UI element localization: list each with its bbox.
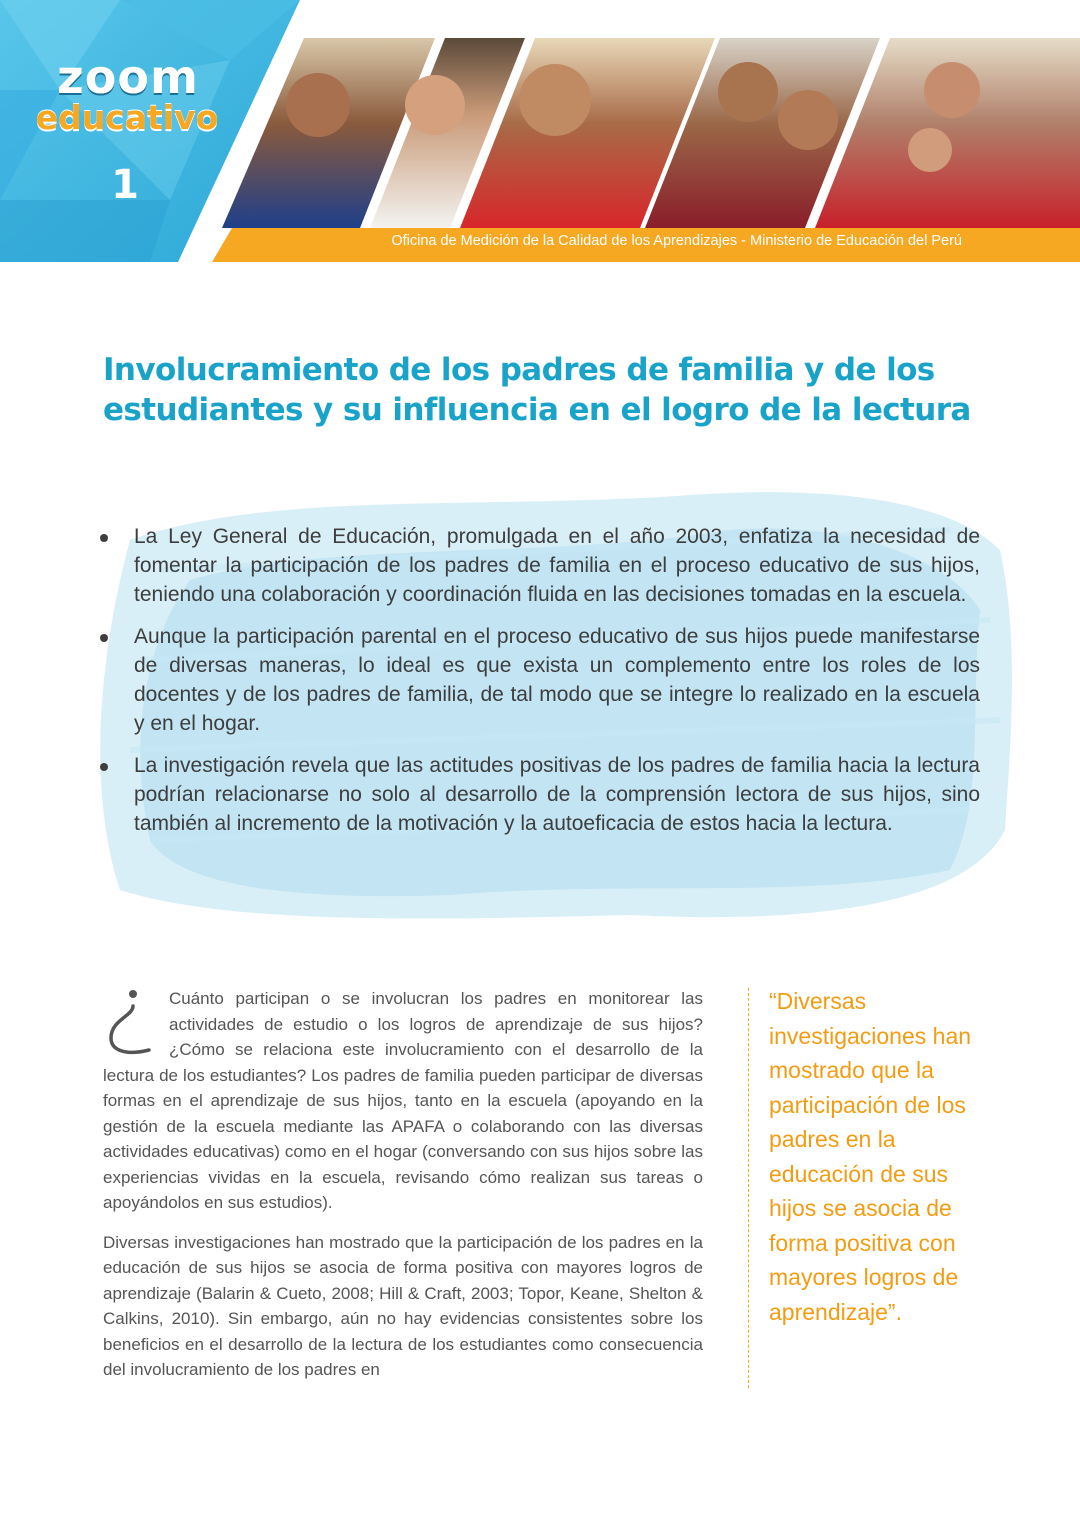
key-point-text: Aunque la participación parental en el proceso educativo de sus hijos puede manifestarse de diversas maneras, lo ideal es que exista un complemento entre los roles de los docentes y de los padres de familia, de tal modo que se integre lo realizado en la escuela y en el hogar. [134, 625, 980, 735]
paragraph-2: Diversas investigaciones han mostrado que la participación de los padres en la educación de sus hijos se asocia de forma positiva con mayores logros de aprendizaje (Balarin & Cueto, 2008; Hill & Craft, 2003; Topor, Keane, Shelton & Calkins, 2010). Sin embargo, aún no hay evidencias consistentes sobre los beneficios en el desarrollo de la lectura de los estudiantes como consecuencia del involucramiento de los padres en [103, 1232, 703, 1379]
paragraph-1 [103, 986, 703, 1216]
body-column [103, 986, 703, 1397]
header-banner [0, 0, 1080, 262]
key-point [100, 522, 980, 609]
key-point [100, 751, 980, 838]
key-points-list [100, 522, 980, 851]
banner-caption: Oficina de Medición de la Calidad de los Aprendizajes - Ministerio de Educación del Perú [391, 233, 962, 249]
pull-quote-divider [748, 988, 749, 1388]
key-point-text: La Ley General de Educación, promulgada en el año 2003, enfatiza la necesidad de fomentar la participación de los padres de familia en el proceso educativo de sus hijos, teniendo una colaboración y coordinación fluida en las decisiones tomadas en la escuela. [134, 525, 980, 606]
key-point [100, 622, 980, 738]
bullet-icon [100, 763, 108, 771]
issue-number: 1 [111, 162, 139, 208]
paragraph-1-text: Cuánto participan o se involucran los padres en monitorear las actividades de estudio o los logros de aprendizaje de sus hijos? ¿Cómo se relaciona este involucramiento con el desarrollo de la lectura de los estudiantes? Los padres de familia pueden participar de diversas formas en el aprendizaje de sus hijos, tanto en la escuela (apoyando en la gestión de la escuela mediante las APAFA o colaborando con las diversas actividades educativas) como en el hogar (conversando con sus hijos sobre las experiencias vividas en la escuela, revisando cómo realizan sus tareas o apoyándolos en sus estudios). [103, 989, 703, 1212]
logo-educativo: educativo [35, 98, 219, 137]
bullet-icon [100, 634, 108, 642]
pull-quote: “Diversas investigaciones han mostrado que la participación de los padres en la educación de sus hijos se asocia de forma positiva con mayores logros de aprendizaje”. [769, 988, 972, 1325]
question-mark-drop-cap-icon [103, 986, 159, 1058]
article-title: Involucramiento de los padres de familia y de los estudiantes y su influencia en el logro de la lectura [103, 352, 971, 428]
key-point-text: La investigación revela que las actitudes positivas de los padres de familia hacia la lectura podrían relacionarse no solo al desarrollo de la comprensión lectora de sus hijos, sino también al incremento de la motivación y la autoeficacia de estos hacia la lectura. [134, 754, 980, 835]
bullet-icon [100, 534, 108, 542]
logo-zoom: zoom [57, 50, 199, 104]
